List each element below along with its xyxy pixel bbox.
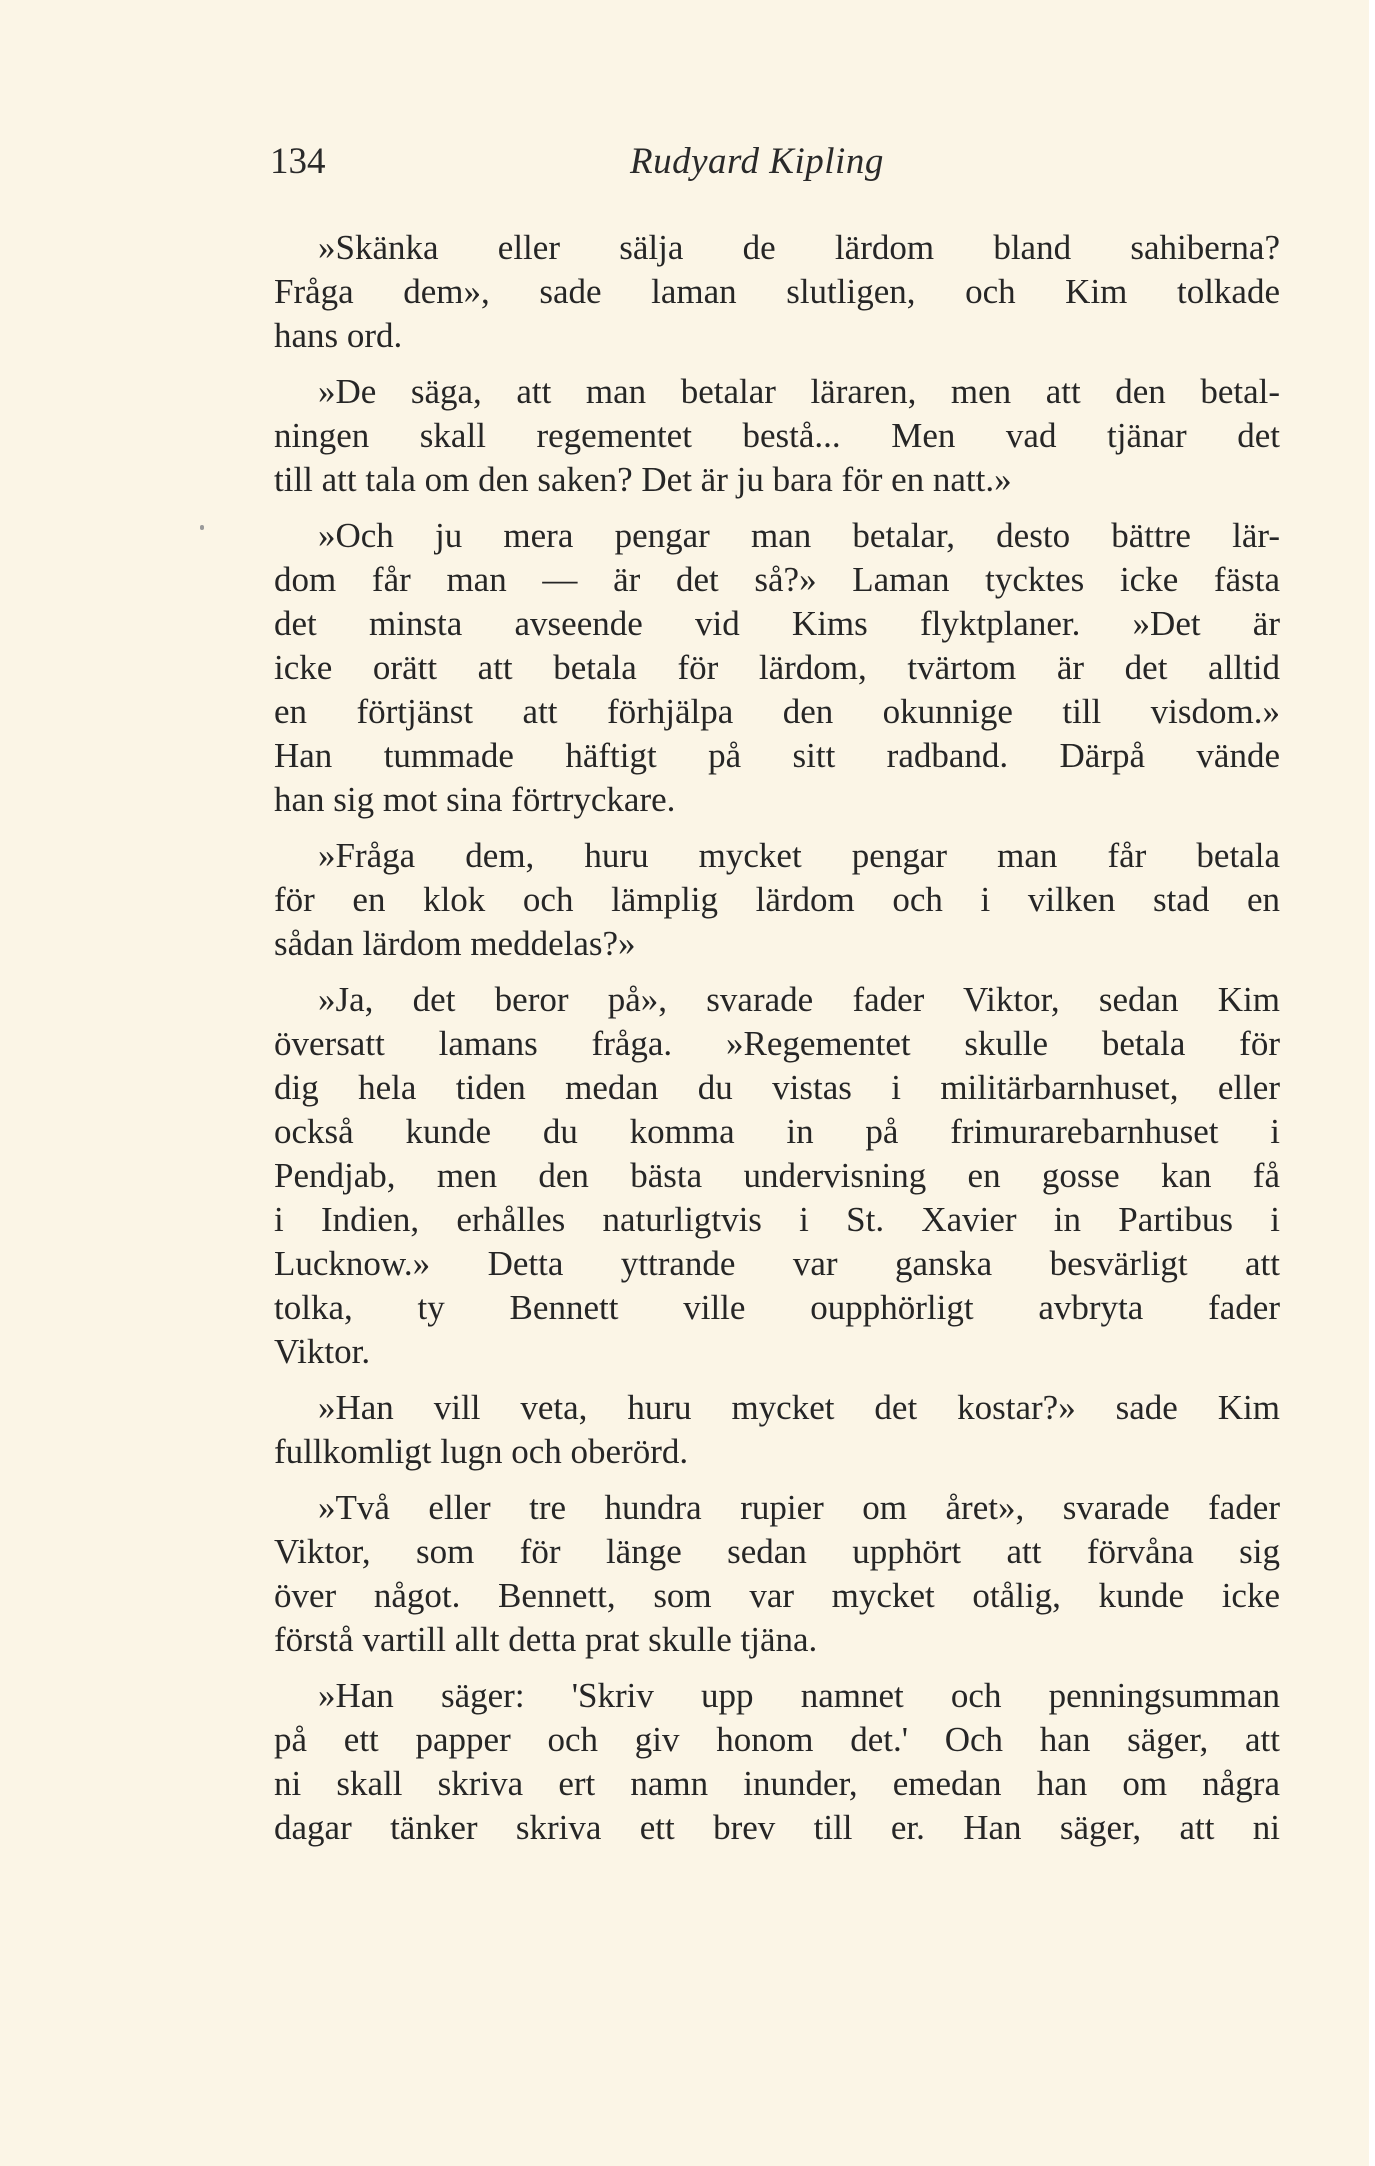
paragraph: [274, 834, 1280, 966]
text-line: i Indien, erhålles naturligtvis i St. Xavier in Partibus i: [274, 1200, 1280, 1239]
text-line: Lucknow.» Detta yttrande var ganska besvärligt att: [274, 1244, 1280, 1283]
text-line: förstå vartill allt detta prat skulle tjäna.: [274, 1620, 818, 1659]
paragraph: [274, 1674, 1280, 1850]
text-line: han sig mot sina förtryckare.: [274, 780, 676, 819]
text-line: »Skänka eller sälja de lärdom bland sahiberna?: [318, 228, 1280, 267]
text-line: på ett papper och giv honom det.' Och han säger, att: [274, 1720, 1280, 1759]
text-line: Han tummade häftigt på sitt radband. Därpå vände: [274, 736, 1280, 775]
text-line: Pendjab, men den bästa undervisning en gosse kan få: [274, 1156, 1280, 1195]
text-line: ningen skall regementet bestå... Men vad tjänar det: [274, 416, 1280, 455]
body-text: [274, 226, 1280, 1862]
text-line: dagar tänker skriva ett brev till er. Han säger, att ni: [274, 1808, 1280, 1847]
text-line: Viktor.: [274, 1332, 371, 1371]
paragraph: [274, 226, 1280, 358]
text-line: Viktor, som för länge sedan upphört att förvåna sig: [274, 1532, 1280, 1571]
paragraph: [274, 1386, 1280, 1474]
text-line: »Fråga dem, huru mycket pengar man får betala: [318, 836, 1280, 875]
text-line: för en klok och lämplig lärdom och i vilken stad en: [274, 880, 1280, 919]
text-line: en förtjänst att förhjälpa den okunnige till visdom.»: [274, 692, 1280, 731]
text-line: »Han säger: 'Skriv upp namnet och penningsumman: [318, 1676, 1280, 1715]
text-line: sådan lärdom meddelas?»: [274, 924, 636, 963]
text-line: hans ord.: [274, 316, 403, 355]
text-line: »Han vill veta, huru mycket det kostar?» sade Kim: [318, 1388, 1280, 1427]
text-line: över något. Bennett, som var mycket otålig, kunde icke: [274, 1576, 1280, 1615]
text-line: »Och ju mera pengar man betalar, desto bättre lär-: [318, 516, 1280, 555]
text-line: »Två eller tre hundra rupier om året», svarade fader: [318, 1488, 1280, 1527]
text-line: dom får man — är det så?» Laman tycktes icke fästa: [274, 560, 1280, 599]
page-number: 134: [270, 141, 326, 182]
text-line: fullkomligt lugn och oberörd.: [274, 1432, 689, 1471]
text-line: »Ja, det beror på», svarade fader Viktor, sedan Kim: [318, 980, 1280, 1019]
text-line: till att tala om den saken? Det är ju bara för en natt.»: [274, 460, 1012, 499]
text-line: icke orätt att betala för lärdom, tvärtom är det alltid: [274, 648, 1280, 687]
text-line: det minsta avseende vid Kims flyktplaner. »Det är: [274, 604, 1280, 643]
text-line: dig hela tiden medan du vistas i militärbarnhuset, eller: [274, 1068, 1280, 1107]
stray-ink-mark: [200, 525, 204, 530]
text-line: ni skall skriva ert namn inunder, emedan han om några: [274, 1764, 1280, 1803]
paragraph: [274, 514, 1280, 822]
paragraph: [274, 1486, 1280, 1662]
text-line: »De säga, att man betalar läraren, men att den betal-: [318, 372, 1280, 411]
text-line: tolka, ty Bennett ville oupphörligt avbryta fader: [274, 1288, 1280, 1327]
text-line: översatt lamans fråga. »Regementet skulle betala för: [274, 1024, 1280, 1063]
paragraph: [274, 370, 1280, 502]
text-line: Fråga dem», sade laman slutligen, och Kim tolkade: [274, 272, 1280, 311]
paragraph: [274, 978, 1280, 1374]
text-line: också kunde du komma in på frimurarebarnhuset i: [274, 1112, 1280, 1151]
running-title: Rudyard Kipling: [630, 141, 884, 182]
